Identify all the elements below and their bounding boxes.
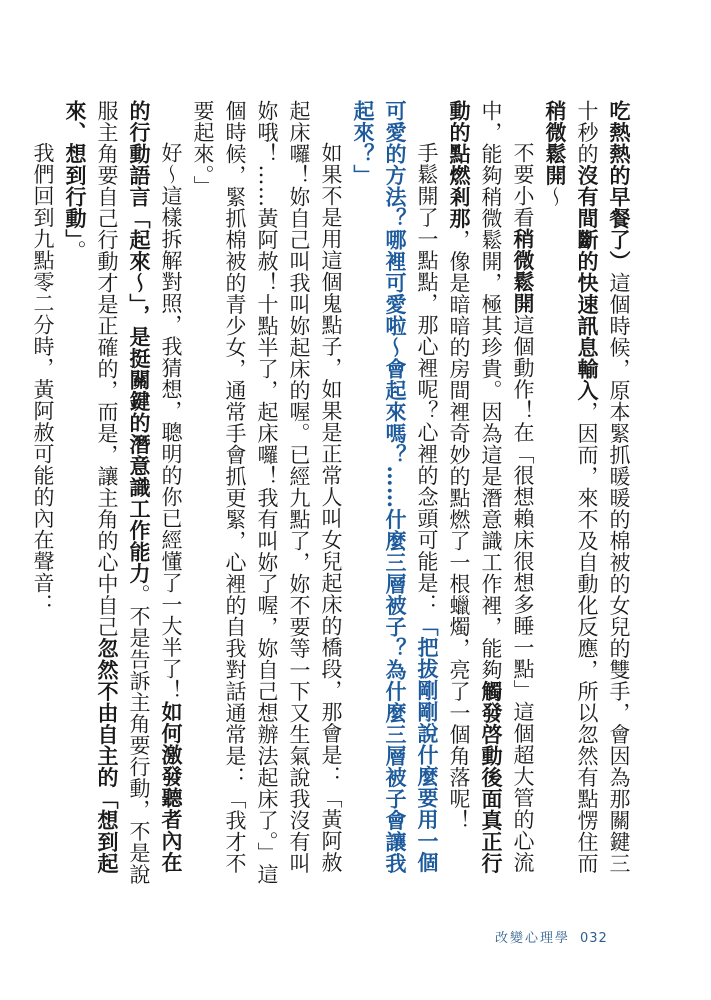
page-number: 032 (580, 931, 608, 946)
text-run: 這個動作！在「很想賴床很想多睡一點」這個超大管的心流中，能夠稍微鬆開，極其珍貴。因為這是潛意識工作裡，能夠 (479, 100, 535, 873)
body-text (31, 100, 635, 890)
paragraph (539, 100, 635, 890)
emphasis-text: 觸發啓動後面真正行動的點燃剎那 (447, 100, 504, 874)
emphasis-text: 「把拔剛剛說什麼要用一個可愛的方法？哪裡可愛啦～會起來嗎？……什麼三層被子？為什麼三層被子會讓我起來？」 (351, 100, 440, 874)
text-run: ，因而，來不及自動化反應，所以忽然有點愣住而 (575, 401, 599, 874)
emphasis-text: 吃熱熱的早餐了） (607, 100, 632, 272)
text-run: 如果不是用這個鬼點子，如果是正常人叫女兒起床的橋段，那會是：「黃阿赦起床囉！妳自己叫我叫妳起床的喔。已經九點了，妳不要等一下又生氣說我沒有叫妳哦！……黃阿赦！十點半了，起床囉！我有叫妳了喔，妳自己想辦法起床了。」這個時候，緊抓棉被的青少女，通常手會抓更緊，心裡的自我對話通常是：「我才不要起來。」 (191, 100, 343, 885)
paragraph (59, 100, 187, 890)
emphasis-text: 如何激發聽者內在的行動語言「起來～」，是挺關鍵的潛意識工作能力 (127, 100, 184, 873)
text-run: 不要小看 (511, 142, 535, 228)
paragraph (347, 100, 443, 890)
text-run: ，像是暗暗的房間裡奇妙的點燃了一根蠟燭，亮了一個角落呢！ (447, 229, 471, 831)
text-run: 。 (63, 240, 87, 262)
emphasis-text: 沒有間斷的快速訊息輸入 (575, 164, 600, 401)
emphasis-text: 稍微鬆開 (511, 228, 536, 314)
paragraph (443, 100, 539, 890)
paragraph (187, 100, 347, 890)
text-run: 這個時候，原本緊抓暖暖的棉被的女兒的雙手，會因為那關鍵三十秒的 (575, 100, 631, 874)
text-run: ～ (543, 186, 567, 208)
emphasis-text: 忽然不由自主的「想到起來、想到行動」 (63, 100, 120, 874)
text-run: 我們回到九點零二分時，黃阿赦可能的內在聲音： (31, 142, 55, 615)
running-title: 改變心理學 (495, 931, 571, 946)
text-run: 。不是告訴主角要行動，不是說服主角要自己行動才是正確的，而是，讓主角的心中自己 (95, 100, 151, 885)
text-run: 好～這樣拆解對照，我猜想，聰明的你已經懂了一大半了！ (159, 142, 183, 701)
text-run: 手鬆開了一點點，那心裡呢？心裡的念頭可能是： (415, 142, 439, 615)
emphasis-text: 稍微鬆開 (543, 100, 568, 186)
paragraph (27, 100, 59, 890)
page-footer (495, 927, 608, 946)
